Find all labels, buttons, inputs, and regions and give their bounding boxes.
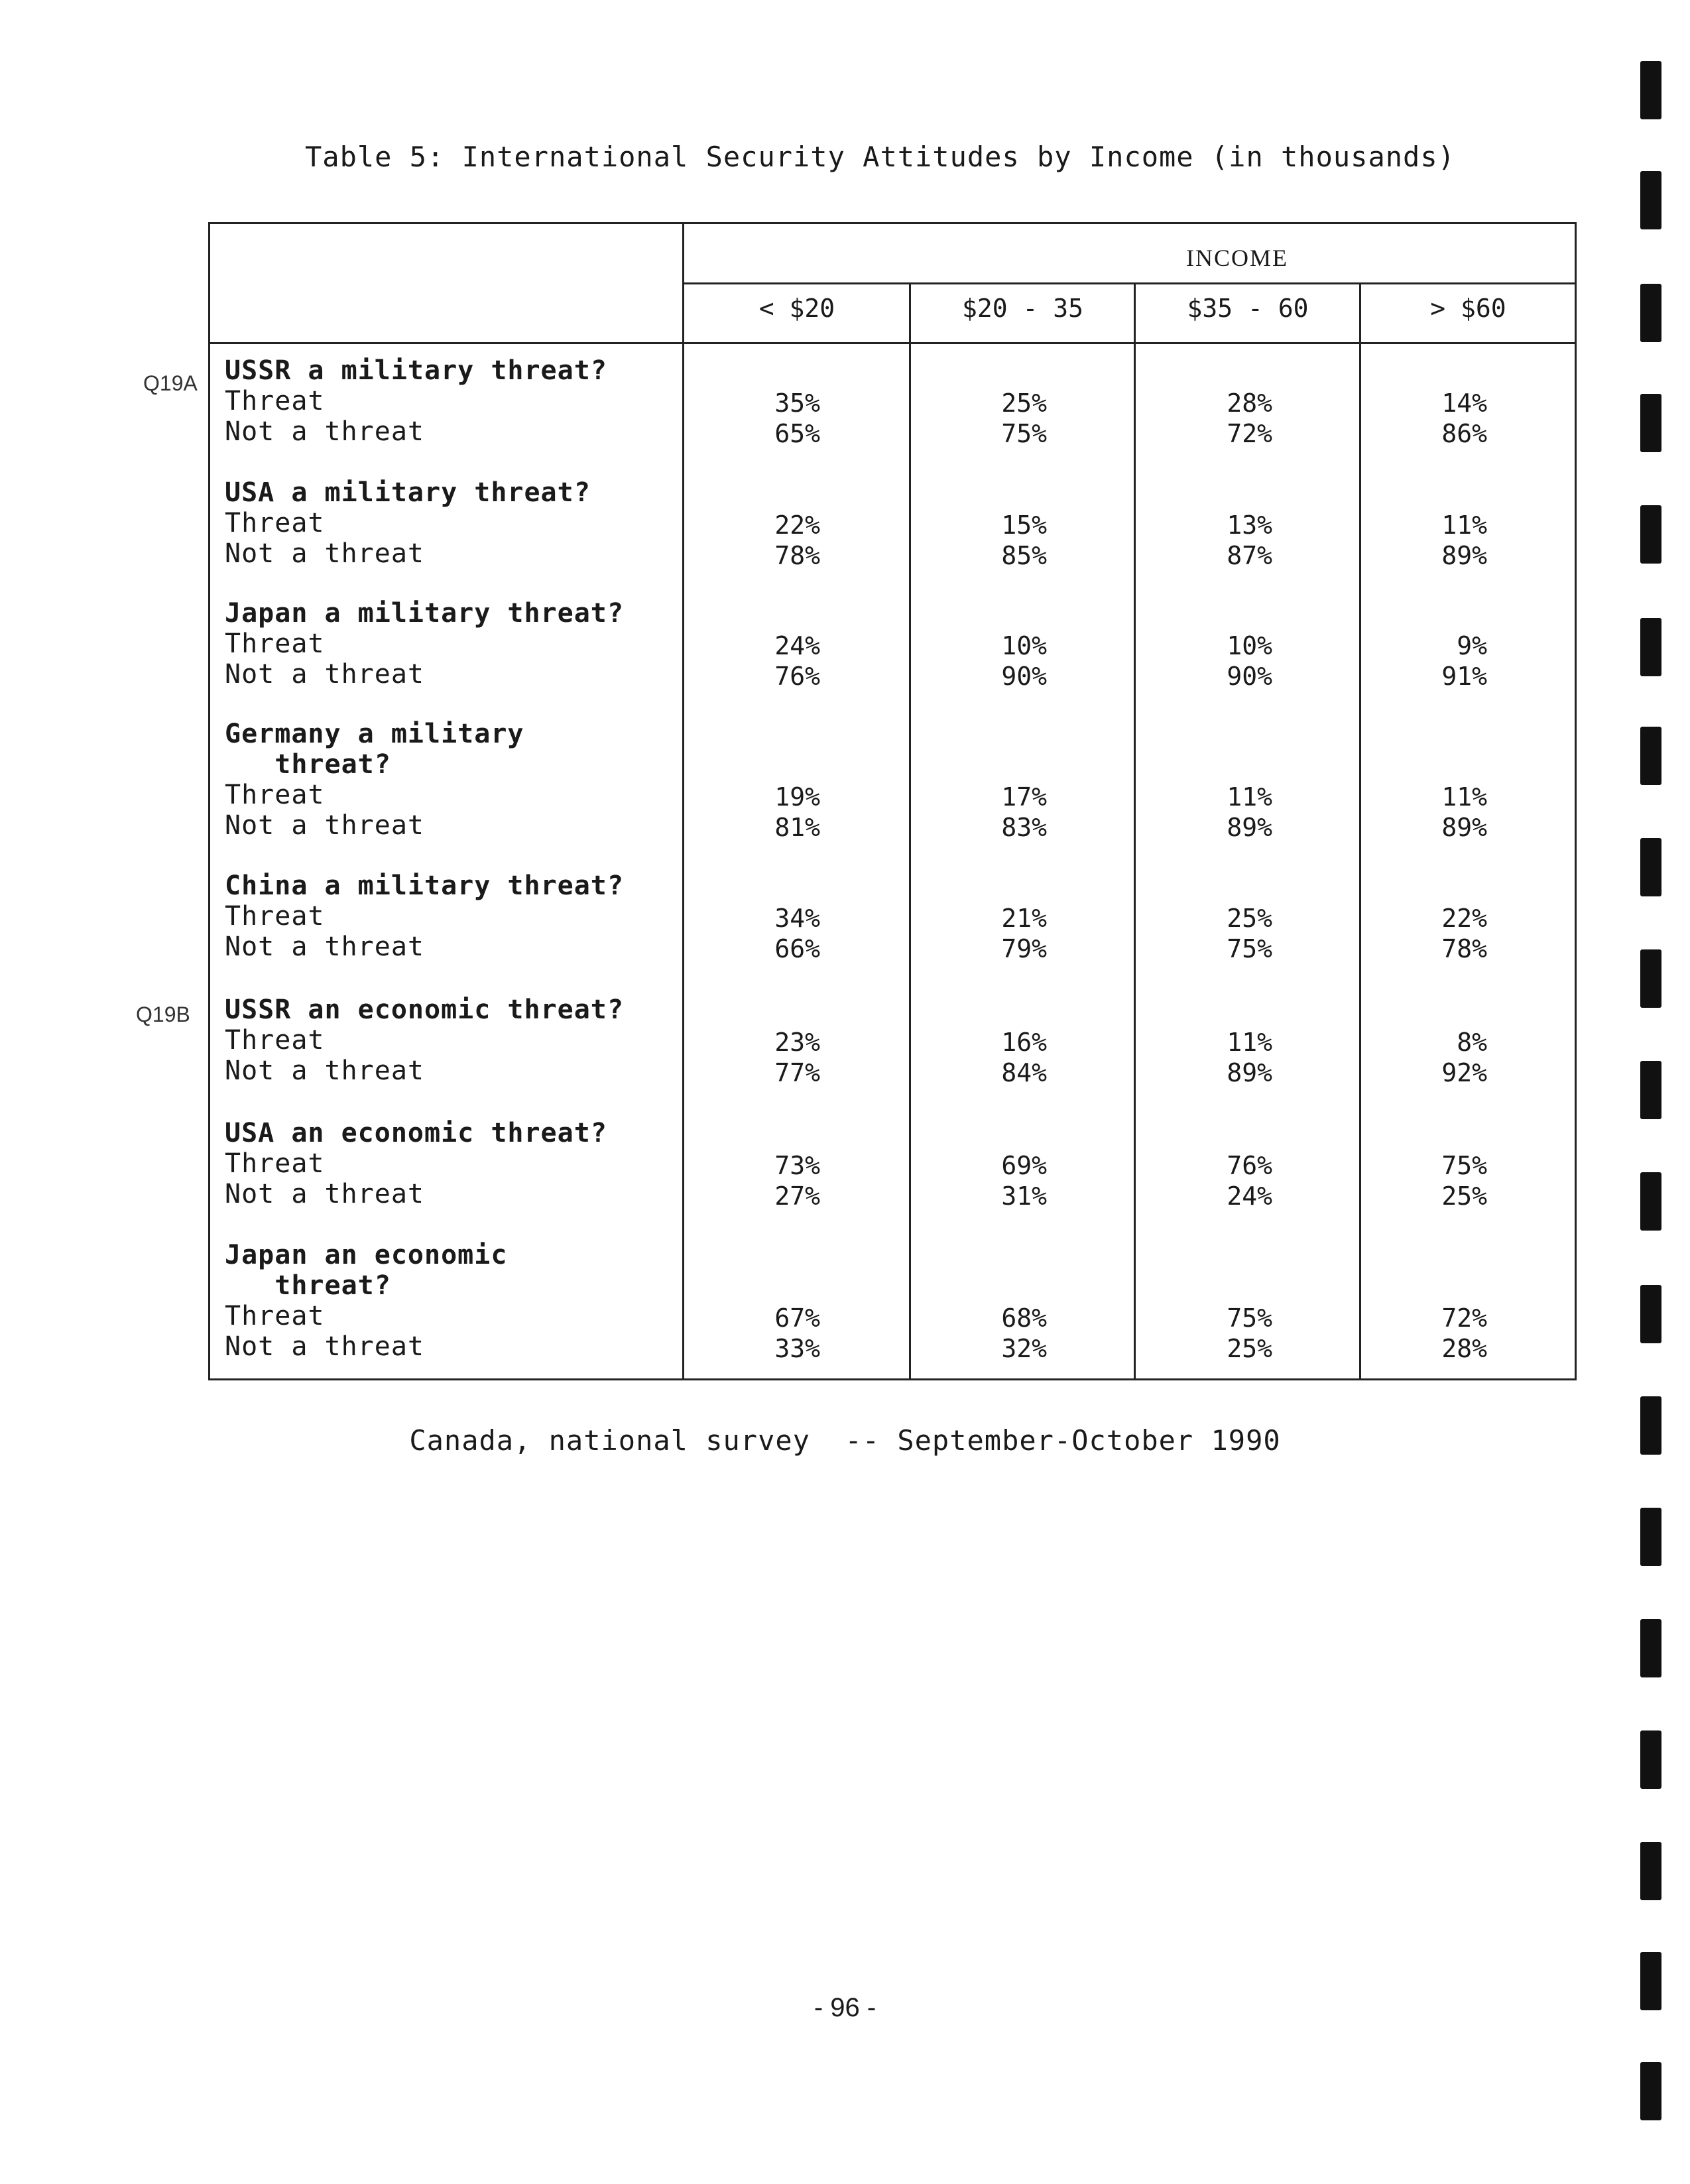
cell-threat: 23% [774,1028,820,1057]
row-label-not-threat: Not a threat [225,810,424,841]
row-label-not-threat: Not a threat [225,1331,424,1362]
cell-not-threat: 83% [1001,813,1047,842]
column-header: $35 - 60 [1187,294,1309,323]
question-title: USSR an economic threat? [225,995,624,1025]
binding-hole-mark [1640,171,1661,229]
cell-threat: 9% [1457,631,1487,660]
cell-not-threat: 75% [1227,934,1272,963]
cell-threat: 11% [1441,782,1487,812]
cell-not-threat: 89% [1441,813,1487,842]
cell-threat: 24% [774,631,820,660]
cell-threat: 28% [1227,389,1272,418]
binding-hole-mark [1640,1508,1661,1566]
income-table [208,222,1577,1380]
cell-not-threat: 24% [1227,1182,1272,1211]
question-title: USA an economic threat? [225,1118,607,1148]
binding-hole-mark [1640,1172,1661,1231]
cell-not-threat: 72% [1227,419,1272,448]
binding-hole-mark [1640,838,1661,896]
cell-threat: 34% [774,904,820,933]
binding-hole-mark [1640,61,1661,119]
table-rule-group [682,282,1575,284]
cell-threat: 8% [1457,1028,1487,1057]
cell-not-threat: 87% [1227,541,1272,570]
cell-not-threat: 25% [1441,1182,1487,1211]
cell-not-threat: 86% [1441,419,1487,448]
cell-not-threat: 85% [1001,541,1047,570]
cell-threat: 21% [1001,904,1047,933]
cell-not-threat: 28% [1441,1334,1487,1363]
cell-threat: 15% [1001,511,1047,540]
cell-not-threat: 91% [1441,662,1487,691]
cell-threat: 10% [1227,631,1272,660]
question-title: Germany a military threat? [225,719,524,780]
cell-threat: 16% [1001,1028,1047,1057]
cell-threat: 72% [1441,1304,1487,1333]
binding-hole-mark [1640,618,1661,676]
cell-not-threat: 27% [774,1182,820,1211]
cell-not-threat: 25% [1227,1334,1272,1363]
row-label-threat: Threat [225,629,325,659]
cell-not-threat: 33% [774,1334,820,1363]
cell-threat: 67% [774,1304,820,1333]
row-label-threat: Threat [225,1025,325,1056]
cell-threat: 75% [1441,1151,1487,1180]
cell-threat: 35% [774,389,820,418]
row-label-threat: Threat [225,1148,325,1179]
row-label-not-threat: Not a threat [225,416,424,447]
page-title: Table 5: International Security Attitudes by Income (in thousands) [305,141,1455,173]
table-divider-col2 [909,284,911,1380]
cell-threat: 17% [1001,782,1047,812]
question-title: China a military threat? [225,871,624,901]
question-title: USSR a military threat? [225,355,607,386]
binding-hole-mark [1640,2062,1661,2120]
cell-not-threat: 32% [1001,1334,1047,1363]
binding-hole-mark [1640,1952,1661,2010]
page-number: - 96 - [814,1993,876,2022]
cell-threat: 19% [774,782,820,812]
row-label-threat: Threat [225,1301,325,1331]
binding-hole-mark [1640,1842,1661,1900]
income-group-header: INCOME [1186,245,1288,271]
row-label-threat: Threat [225,386,325,416]
cell-threat: 11% [1227,782,1272,812]
question-title: USA a military threat? [225,477,591,508]
cell-threat: 10% [1001,631,1047,660]
table-divider-col3 [1134,284,1136,1380]
binding-hole-mark [1640,1396,1661,1455]
binding-hole-mark [1640,1061,1661,1119]
cell-not-threat: 90% [1227,662,1272,691]
cell-threat: 25% [1227,904,1272,933]
binding-hole-mark [1640,727,1661,785]
cell-not-threat: 78% [774,541,820,570]
row-label-threat: Threat [225,780,325,810]
binding-hole-mark [1640,1619,1661,1677]
row-label-threat: Threat [225,901,325,932]
question-title: Japan a military threat? [225,598,624,629]
cell-threat: 68% [1001,1304,1047,1333]
cell-threat: 14% [1441,389,1487,418]
question-title: Japan an economic threat? [225,1240,508,1301]
cell-threat: 11% [1227,1028,1272,1057]
row-label-not-threat: Not a threat [225,1179,424,1209]
cell-threat: 25% [1001,389,1047,418]
cell-threat: 22% [774,511,820,540]
cell-not-threat: 31% [1001,1182,1047,1211]
binding-hole-mark [1640,949,1661,1008]
question-label-q19b: Q19B [136,1002,190,1026]
column-header: > $60 [1430,294,1506,323]
column-header: $20 - 35 [961,294,1084,323]
cell-not-threat: 65% [774,419,820,448]
binding-hole-mark [1640,1730,1661,1789]
cell-not-threat: 78% [1441,934,1487,963]
table-divider-col4 [1359,284,1361,1380]
table-rule-header [210,342,1575,344]
cell-not-threat: 92% [1441,1058,1487,1087]
cell-threat: 22% [1441,904,1487,933]
cell-not-threat: 77% [774,1058,820,1087]
binding-hole-mark [1640,284,1661,342]
cell-not-threat: 89% [1441,541,1487,570]
cell-threat: 73% [774,1151,820,1180]
cell-not-threat: 76% [774,662,820,691]
cell-threat: 11% [1441,511,1487,540]
row-label-not-threat: Not a threat [225,932,424,962]
binding-hole-mark [1640,505,1661,564]
cell-threat: 69% [1001,1151,1047,1180]
row-label-threat: Threat [225,508,325,538]
row-label-not-threat: Not a threat [225,538,424,569]
row-label-not-threat: Not a threat [225,1056,424,1086]
cell-not-threat: 66% [774,934,820,963]
question-label-q19a: Q19A [143,371,198,395]
cell-not-threat: 79% [1001,934,1047,963]
cell-not-threat: 75% [1001,419,1047,448]
cell-not-threat: 89% [1227,813,1272,842]
cell-threat: 76% [1227,1151,1272,1180]
binding-hole-mark [1640,1285,1661,1343]
cell-not-threat: 89% [1227,1058,1272,1087]
cell-not-threat: 81% [774,813,820,842]
column-header: < $20 [758,294,835,323]
row-label-not-threat: Not a threat [225,659,424,690]
binding-hole-mark [1640,394,1661,452]
cell-threat: 13% [1227,511,1272,540]
source-note: Canada, national survey -- September-October 1990 [409,1424,1281,1457]
cell-not-threat: 84% [1001,1058,1047,1087]
cell-not-threat: 90% [1001,662,1047,691]
cell-threat: 75% [1227,1304,1272,1333]
table-divider-stub [682,224,684,1380]
